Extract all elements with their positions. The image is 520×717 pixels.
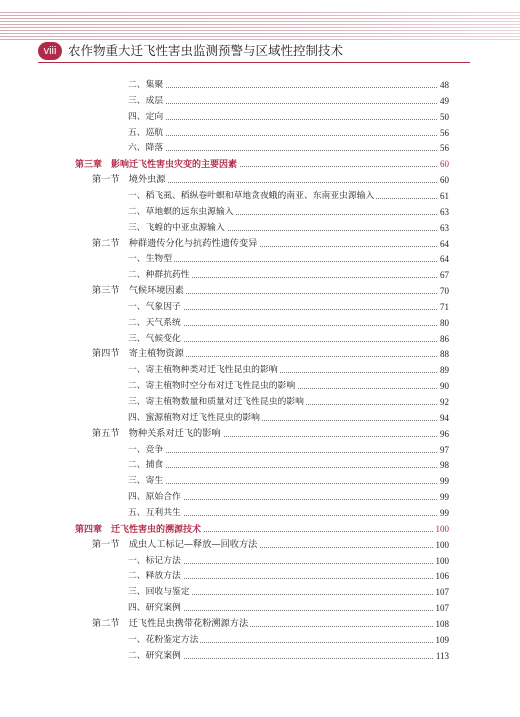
toc-entry-label: 二、捕食 — [128, 457, 165, 473]
toc-item-row — [128, 204, 449, 220]
page-number-badge: viii — [38, 42, 62, 60]
toc-entry-page: 99 — [438, 489, 449, 505]
toc-item-row — [128, 299, 449, 315]
toc-item-row — [128, 188, 449, 204]
toc-entry-page: 89 — [438, 362, 449, 378]
toc-item-row — [128, 93, 449, 109]
toc-entry-label: 一、生物型 — [128, 251, 174, 267]
dot-leader — [128, 77, 449, 88]
toc-entry-label: 五、巡航 — [128, 125, 165, 141]
toc-entry-page: 88 — [438, 346, 449, 362]
toc-item-row — [128, 220, 449, 236]
toc-entry-page: 63 — [438, 220, 449, 236]
toc-entry-page: 109 — [434, 632, 450, 648]
toc-entry-label: 三、寄主植物数量和质量对迁飞性昆虫的影响 — [128, 394, 306, 410]
toc-entry-page: 113 — [434, 648, 449, 664]
toc-entry-label: 二、集聚 — [128, 77, 165, 93]
dot-leader — [128, 457, 449, 468]
dot-leader — [128, 251, 449, 262]
toc-item-row — [128, 600, 449, 616]
toc-entry-label: 二、研究案例 — [128, 648, 183, 664]
toc-entry-label: 一、气象因子 — [128, 299, 183, 315]
dot-leader — [128, 93, 449, 104]
toc-item-row — [128, 378, 449, 394]
toc-item-row — [128, 77, 449, 93]
toc-item-row — [128, 251, 449, 267]
toc-entry-label: 二、寄主植物时空分布对迁飞性昆虫的影响 — [128, 378, 297, 394]
toc-item-row — [128, 125, 449, 141]
toc-section-row — [92, 346, 449, 362]
toc-entry-label: 四、定向 — [128, 109, 165, 125]
toc-entry-label: 第四章 迁飞性害虫的溯源技术 — [75, 521, 203, 537]
dot-leader — [128, 125, 449, 136]
toc-item-row — [128, 315, 449, 331]
toc-entry-label: 二、种群抗药性 — [128, 267, 192, 283]
toc-item-row — [128, 584, 449, 600]
toc-entry-label: 第一节 境外虫源 — [92, 172, 168, 188]
toc-entry-label: 五、互利共生 — [128, 505, 183, 521]
page-header — [0, 0, 520, 62]
toc-entry-page: 63 — [438, 204, 449, 220]
header-rule — [38, 62, 470, 63]
toc-entry-page: 107 — [434, 600, 450, 616]
header-stripes-fade — [0, 12, 520, 42]
toc-entry-label: 一、稻飞虱、稻纵卷叶螟和草地贪夜蛾的南亚、东南亚虫源输入 — [128, 188, 376, 204]
toc-entry-page: 49 — [438, 93, 449, 109]
toc-entry-label: 第五节 物种关系对迁飞的影响 — [92, 426, 223, 442]
toc-entry-page: 50 — [438, 109, 449, 125]
toc-entry-label: 三、气候变化 — [128, 331, 183, 347]
toc-entry-page: 98 — [438, 457, 449, 473]
toc-entry-page: 99 — [438, 505, 449, 521]
toc-entry-label: 二、天气系统 — [128, 315, 183, 331]
toc-entry-page: 100 — [434, 521, 450, 537]
toc-entry-label: 四、研究案例 — [128, 600, 183, 616]
toc-entry-page: 60 — [438, 172, 449, 188]
toc-item-row — [128, 553, 449, 569]
toc-item-row — [128, 394, 449, 410]
toc-entry-page: 96 — [438, 426, 449, 442]
toc-entry-page: 106 — [434, 568, 450, 584]
toc-entry-label: 第二节 种群遗传分化与抗药性遗传变异 — [92, 236, 259, 252]
toc-entry-page: 92 — [438, 394, 449, 410]
toc-entry-page: 107 — [434, 584, 450, 600]
toc-entry-page: 56 — [438, 125, 449, 141]
toc-entry-label: 一、花粉鉴定方法 — [128, 632, 200, 648]
toc-entry-label: 第四节 寄主植物资源 — [92, 346, 186, 362]
book-title: 农作物重大迁飞性害虫监测预警与区域性控制技术 — [68, 44, 344, 58]
toc-section-row — [92, 283, 449, 299]
toc-entry-label: 二、草地螟的远东虫源输入 — [128, 204, 236, 220]
toc-entry-label: 六、降落 — [128, 140, 165, 156]
toc-entry-label: 三、回收与鉴定 — [128, 584, 192, 600]
toc-item-row — [128, 362, 449, 378]
dot-leader — [128, 442, 449, 453]
toc-item-row — [128, 331, 449, 347]
toc-entry-label: 三、寄生 — [128, 473, 165, 489]
toc-item-row — [128, 632, 449, 648]
toc-item-row — [128, 109, 449, 125]
dot-leader — [128, 140, 449, 151]
toc-entry-page: 67 — [438, 267, 449, 283]
toc-section-row — [92, 236, 449, 252]
toc-entry-label: 第一节 成虫人工标记—释放—回收方法 — [92, 537, 259, 553]
toc-entry-label: 第二节 迁飞性昆虫携带花粉溯源方法 — [92, 616, 250, 632]
toc-entry-label: 四、蜜源植物对迁飞性昆虫的影响 — [128, 410, 262, 426]
toc-entry-page: 61 — [438, 188, 449, 204]
toc-item-row — [128, 473, 449, 489]
toc-section-row — [92, 172, 449, 188]
toc-entry-label: 第三章 影响迁飞性害虫灾变的主要因素 — [75, 156, 239, 172]
toc-entry-page: 100 — [434, 537, 450, 553]
toc-entry-page: 48 — [438, 77, 449, 93]
toc-chapter-row — [75, 156, 449, 172]
toc-section-row — [92, 537, 449, 553]
toc-entry-page: 70 — [438, 283, 449, 299]
toc-entry-page: 100 — [434, 553, 450, 569]
toc-entry-page: 71 — [438, 299, 449, 315]
toc-entry-page: 108 — [434, 616, 450, 632]
toc-entry-page: 99 — [438, 473, 449, 489]
toc-item-row — [128, 442, 449, 458]
toc-entry-page: 94 — [438, 410, 449, 426]
toc-entry-page: 56 — [438, 140, 449, 156]
toc-item-row — [128, 267, 449, 283]
toc-entry-page: 60 — [438, 156, 449, 172]
toc-entry-label: 一、寄主植物种类对迁飞性昆虫的影响 — [128, 362, 280, 378]
toc-entry-label: 三、飞蝗的中亚虫源输入 — [128, 220, 227, 236]
toc-entry-page: 80 — [438, 315, 449, 331]
toc-chapter-row — [75, 521, 449, 537]
toc-entry-label: 四、原始合作 — [128, 489, 183, 505]
toc-entry-label: 三、成层 — [128, 93, 165, 109]
toc-section-row — [92, 616, 449, 632]
toc-entry-label: 二、释放方法 — [128, 568, 183, 584]
toc-item-row — [128, 410, 449, 426]
toc-item-row — [128, 489, 449, 505]
toc-section-row — [92, 426, 449, 442]
toc-entry-label: 一、竞争 — [128, 442, 165, 458]
toc-entry-page: 64 — [438, 236, 449, 252]
dot-leader — [128, 473, 449, 484]
toc-item-row — [128, 568, 449, 584]
toc-entry-page: 64 — [438, 251, 449, 267]
toc-entry-label: 一、标记方法 — [128, 553, 183, 569]
toc-item-row — [128, 505, 449, 521]
toc-item-row — [128, 140, 449, 156]
toc-entry-page: 86 — [438, 331, 449, 347]
toc-entry-label: 第三节 气候环境因素 — [92, 283, 186, 299]
toc-entry-page: 97 — [438, 442, 449, 458]
dot-leader — [128, 109, 449, 120]
toc-entry-page: 90 — [438, 378, 449, 394]
toc-item-row — [128, 457, 449, 473]
toc-item-row — [128, 648, 449, 664]
